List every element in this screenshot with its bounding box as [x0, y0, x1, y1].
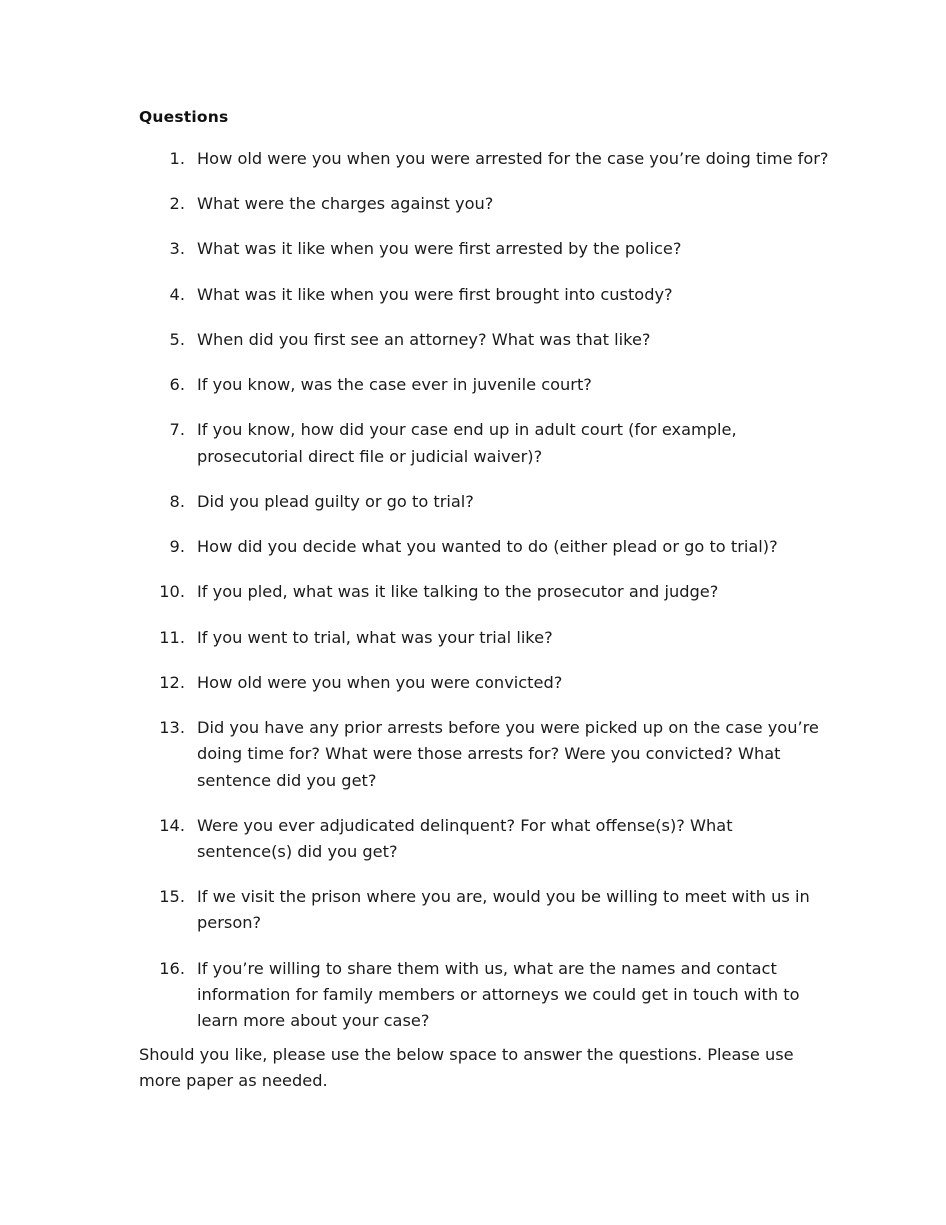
list-item: [139, 146, 829, 172]
list-item: [139, 534, 829, 560]
list-item-text: How old were you when you were convicted?: [197, 672, 563, 692]
list-item-number: 14.: [159, 815, 185, 835]
list-item: [139, 670, 829, 696]
list-item-number: 3.: [169, 239, 185, 259]
list-item: [139, 579, 829, 605]
document-body: [139, 108, 829, 1053]
list-item: [139, 884, 829, 936]
list-item: [139, 489, 829, 515]
list-item-text: How did you decide what you wanted to do (either plead or go to trial)?: [197, 537, 778, 557]
list-item-number: 6.: [169, 375, 185, 395]
list-item-number: 1.: [169, 149, 185, 168]
list-item-text: If you know, how did your case end up in adult court (for example, prosecutorial direct file or judicial waiver)?: [197, 420, 737, 466]
list-item-number: 8.: [169, 491, 185, 511]
list-item: [139, 417, 829, 469]
list-item-text: What was it like when you were first arrested by the police?: [197, 239, 682, 259]
list-item-text: How old were you when you were arrested for the case you’re doing time for?: [197, 149, 829, 168]
list-item-number: 13.: [159, 718, 185, 738]
list-item-number: 2.: [169, 194, 185, 214]
list-item-text: If you’re willing to share them with us, what are the names and contact information for family members or attorneys we could get in touch with to learn more about your case?: [197, 958, 800, 1031]
list-item-text: If you went to trial, what was your trial like?: [197, 627, 553, 647]
list-item-text: If you know, was the case ever in juvenile court?: [197, 375, 592, 395]
list-item-text: Did you plead guilty or go to trial?: [197, 491, 474, 511]
list-item-text: Were you ever adjudicated delinquent? For what offense(s)? What sentence(s) did you get?: [197, 815, 733, 861]
list-item: [139, 625, 829, 651]
questions-list: [139, 146, 829, 1034]
list-item-number: 7.: [169, 420, 185, 440]
list-item: [139, 372, 829, 398]
list-item-text: Did you have any prior arrests before you were picked up on the case you’re doing time for? What were those arrests for? Were you convicted? What sentence did you get?: [197, 718, 819, 790]
list-item-number: 4.: [169, 284, 185, 304]
list-item-text: What were the charges against you?: [197, 194, 494, 214]
list-item-number: 11.: [159, 627, 185, 647]
closing-instructions: Should you like, please use the below space to answer the questions. Please use more paper as needed.: [139, 1045, 794, 1091]
list-item-number: 12.: [159, 672, 185, 692]
list-item-number: 9.: [169, 537, 185, 557]
list-item: [139, 715, 829, 794]
list-item-number: 15.: [159, 887, 185, 907]
list-item: [139, 282, 829, 308]
list-item: [139, 191, 829, 217]
list-item: [139, 236, 829, 262]
list-item-number: 16.: [159, 958, 185, 978]
list-item: [139, 813, 829, 865]
list-item-text: If we visit the prison where you are, would you be willing to meet with us in person?: [197, 887, 810, 933]
list-item-number: 10.: [159, 582, 185, 602]
page-title: Questions: [139, 108, 229, 126]
list-item: [139, 956, 829, 1035]
list-item-text: What was it like when you were first brought into custody?: [197, 284, 673, 304]
list-item: [139, 327, 829, 353]
list-item-text: If you pled, what was it like talking to the prosecutor and judge?: [197, 582, 719, 602]
list-item-number: 5.: [169, 329, 185, 349]
list-item-text: When did you first see an attorney? What was that like?: [197, 329, 651, 349]
